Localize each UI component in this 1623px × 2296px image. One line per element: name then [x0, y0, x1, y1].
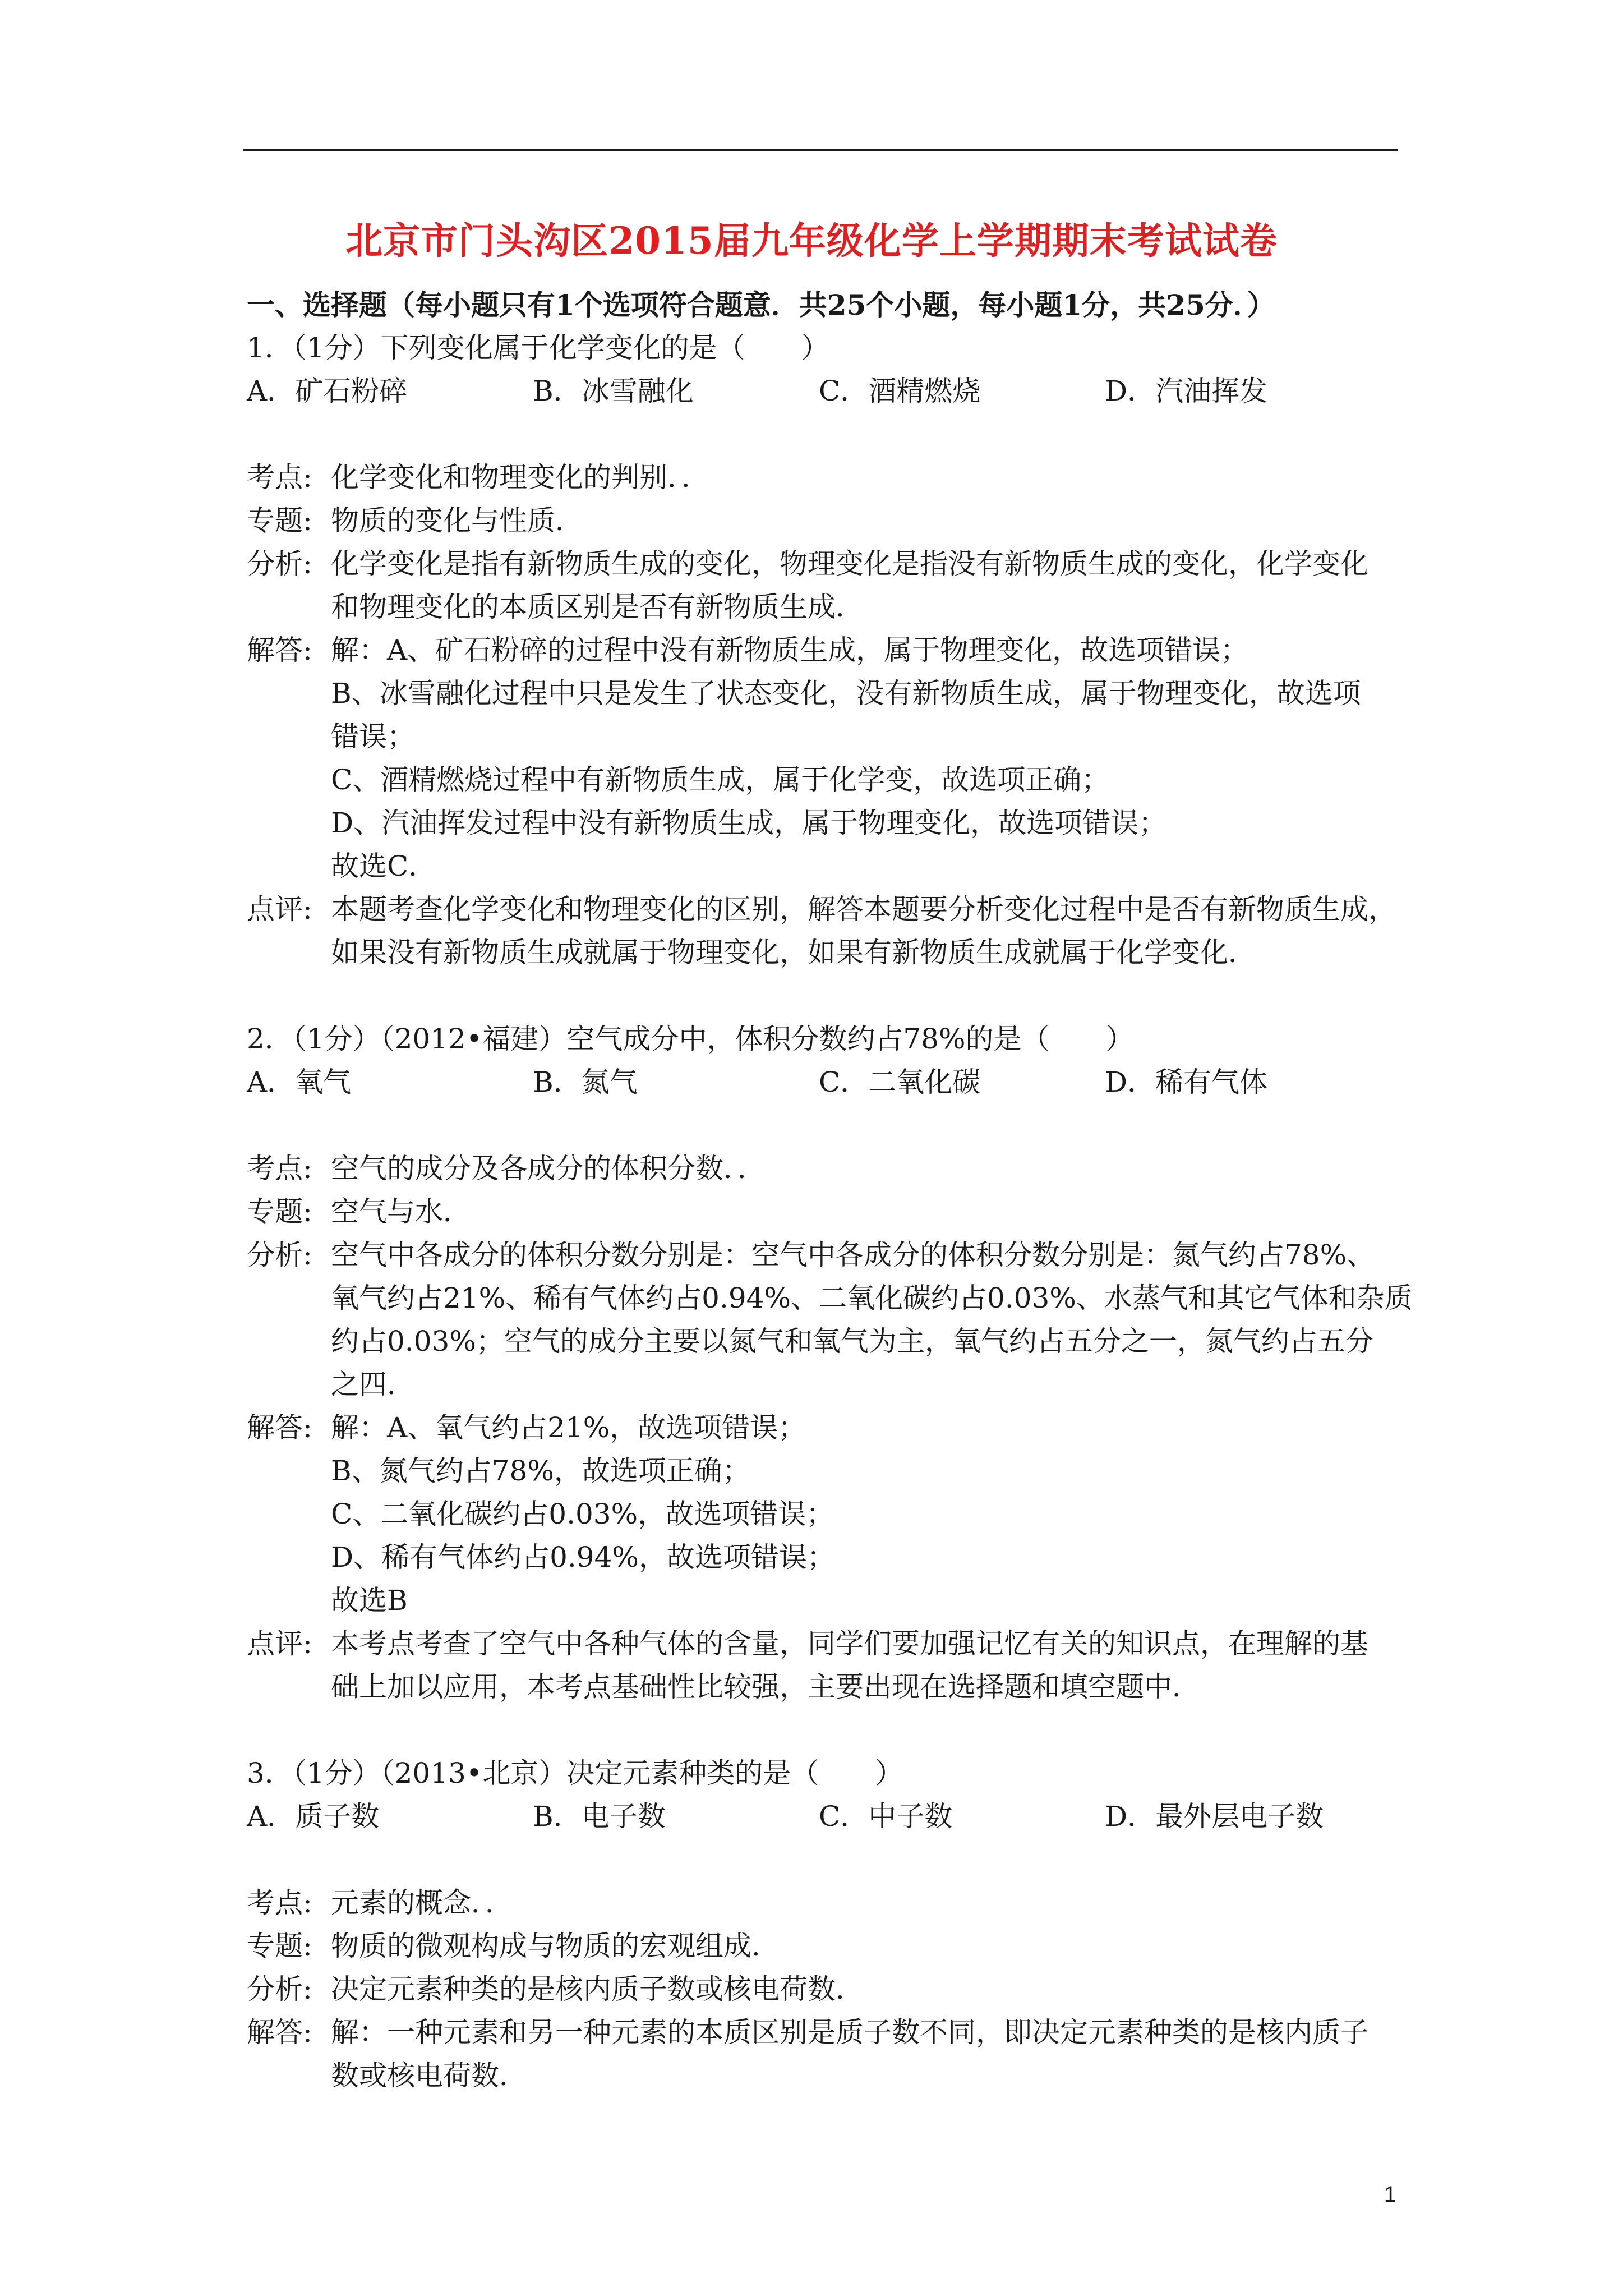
question-stem: 2．（1分）（2012•福建）空气成分中，体积分数约占78%的是（ ） [247, 1023, 1134, 1055]
header-rule [243, 149, 1398, 151]
text-line: C、二氧化碳约占0.03%，故选项错误； [331, 1498, 834, 1530]
answer-option: A．氧气 [247, 1066, 352, 1098]
analysis-row-dianping [247, 888, 1402, 974]
text-line: 氧气约占21%、稀有气体约占0.94%、二氧化碳约占0.03%、水蒸气和其它气体和杂质 [331, 1282, 1413, 1314]
analysis-text [331, 542, 1402, 629]
answer-options [247, 1795, 1402, 1838]
text-line: 解：A、氧气约占21%，故选项错误； [331, 1411, 806, 1444]
analysis-row-kaodian [247, 456, 1402, 499]
text-line: 础上加以应用，本考点基础性比较强，主要出现在选择题和填空题中． [331, 1671, 1200, 1703]
text-line: B、冰雪融化过程中只是发生了状态变化，没有新物质生成，属于物理变化，故选项 [331, 677, 1361, 710]
text-line: 物质的微观构成与物质的宏观组成． [331, 1930, 780, 1962]
analysis-row-kaodian [247, 1147, 1402, 1190]
question-block [247, 1018, 1413, 1752]
analysis-label: 点评: [247, 1627, 312, 1660]
analysis-text [331, 1968, 1402, 2011]
analysis-section [247, 456, 1402, 974]
question-block [247, 326, 1402, 1018]
analysis-row-fenxi [247, 1968, 1402, 2011]
text-line: 元素的概念．． [331, 1887, 513, 1919]
question-stem: 1．（1分）下列变化属于化学变化的是（ ） [247, 332, 829, 364]
text-line: 化学变化和物理变化的判别．． [331, 461, 709, 494]
answer-option: C．中子数 [819, 1800, 953, 1833]
text-line: 和物理变化的本质区别是否有新物质生成． [331, 591, 864, 623]
page-title: 北京市门头沟区2015届九年级化学上学期期末考试试卷 [345, 219, 1278, 263]
question-stem: 3．（1分）（2013•北京）决定元素种类的是（ ） [247, 1757, 903, 1789]
text-line: 本题考查化学变化和物理变化的区别，解答本题要分析变化过程中是否有新物质生成， [331, 893, 1396, 926]
analysis-text [331, 1190, 1402, 1234]
analysis-row-jieda [247, 1406, 1402, 1622]
analysis-row-zhuanti [247, 499, 1402, 542]
text-line: 之四． [331, 1368, 415, 1401]
analysis-label: 专题: [247, 1195, 312, 1228]
analysis-label: 解答: [247, 1411, 312, 1444]
answer-option: B．氮气 [533, 1066, 638, 1098]
text-line: 故选C． [331, 850, 437, 882]
analysis-row-fenxi [247, 1234, 1413, 1406]
text-line: 决定元素种类的是核内质子数或核电荷数． [331, 1973, 864, 2005]
analysis-row-kaodian [247, 1881, 1402, 1925]
answer-options [247, 370, 1402, 413]
analysis-text [331, 1881, 1402, 1925]
spacer [247, 974, 1402, 1018]
analysis-label: 考点: [247, 1887, 312, 1919]
analysis-text [331, 1406, 1402, 1622]
text-line: 约占0.03%；空气的成分主要以氮气和氧气为主，氧气约占五分之一，氮气约占五分 [331, 1325, 1373, 1358]
text-line: D、稀有气体约占0.94%，故选项错误； [331, 1541, 835, 1573]
text-line: 空气的成分及各成分的体积分数．． [331, 1152, 766, 1185]
analysis-section [247, 1881, 1402, 2097]
analysis-label: 解答: [247, 634, 312, 666]
text-line: 解：一种元素和另一种元素的本质区别是质子数不同，即决定元素种类的是核内质子 [331, 2016, 1368, 2049]
analysis-row-fenxi [247, 542, 1402, 629]
analysis-row-zhuanti [247, 1190, 1402, 1234]
text-line: 数或核电荷数． [331, 2059, 527, 2092]
text-line: 空气中各成分的体积分数分别是：空气中各成分的体积分数分别是：氮气约占78%、 [331, 1239, 1375, 1271]
text-line: 错误； [331, 720, 415, 753]
answer-option: A．矿石粉碎 [247, 375, 408, 407]
document-body [247, 283, 1413, 2097]
analysis-section [247, 1147, 1413, 1709]
answer-option: C．二氧化碳 [819, 1066, 981, 1098]
analysis-text [331, 1925, 1402, 1968]
analysis-label: 专题: [247, 1930, 312, 1962]
answer-option: C．酒精燃烧 [819, 375, 981, 407]
analysis-label: 分析: [247, 1973, 312, 2005]
analysis-row-dianping [247, 1622, 1402, 1709]
text-line: D、汽油挥发过程中没有新物质生成，属于物理变化，故选项错误； [331, 807, 1167, 839]
analysis-text [331, 888, 1402, 974]
text-line: C、酒精燃烧过程中有新物质生成，属于化学变，故选项正确； [331, 763, 1110, 796]
answer-option: D．最外层电子数 [1105, 1800, 1324, 1833]
answer-option: D．稀有气体 [1105, 1066, 1268, 1098]
page-number: 1 [1384, 2182, 1396, 2207]
text-line: 解：A、矿石粉碎的过程中没有新物质生成，属于物理变化，故选项错误； [331, 634, 1249, 666]
analysis-text [331, 2011, 1402, 2097]
analysis-label: 考点: [247, 1152, 312, 1185]
analysis-label: 点评: [247, 893, 312, 926]
analysis-row-zhuanti [247, 1925, 1402, 1968]
text-line: 如果没有新物质生成就属于物理变化，如果有新物质生成就属于化学变化． [331, 936, 1256, 969]
text-line: 化学变化是指有新物质生成的变化，物理变化是指没有新物质生成的变化，化学变化 [331, 547, 1368, 580]
answer-option: B．电子数 [533, 1800, 666, 1833]
analysis-label: 分析: [247, 547, 312, 580]
question-list [247, 326, 1413, 2097]
analysis-row-jieda [247, 629, 1402, 888]
text-line: 故选B [331, 1584, 408, 1617]
question-block [247, 1752, 1402, 2097]
text-line: 物质的变化与性质． [331, 504, 583, 537]
analysis-text [331, 456, 1402, 499]
answer-option: D．汽油挥发 [1105, 375, 1268, 407]
text-line: 空气与水． [331, 1195, 471, 1228]
analysis-label: 考点: [247, 461, 312, 494]
answer-option: B．冰雪融化 [533, 375, 694, 407]
text-line: 本考点考查了空气中各种气体的含量，同学们要加强记忆有关的知识点，在理解的基 [331, 1627, 1368, 1660]
section-header: 一、选择题（每小题只有1个选项符合题意．共25个小题，每小题1分，共25分．） [247, 288, 1275, 321]
analysis-label: 解答: [247, 2016, 312, 2049]
analysis-text [331, 629, 1402, 888]
answer-option: A．质子数 [247, 1800, 380, 1833]
analysis-text [331, 1147, 1402, 1190]
analysis-label: 专题: [247, 504, 312, 537]
spacer [247, 1709, 1402, 1752]
answer-options [247, 1061, 1402, 1104]
analysis-text [331, 499, 1402, 542]
analysis-text [331, 1234, 1413, 1406]
analysis-row-jieda [247, 2011, 1402, 2097]
analysis-text [331, 1622, 1402, 1709]
analysis-label: 分析: [247, 1239, 312, 1271]
text-line: B、氮气约占78%，故选项正确； [331, 1455, 750, 1487]
